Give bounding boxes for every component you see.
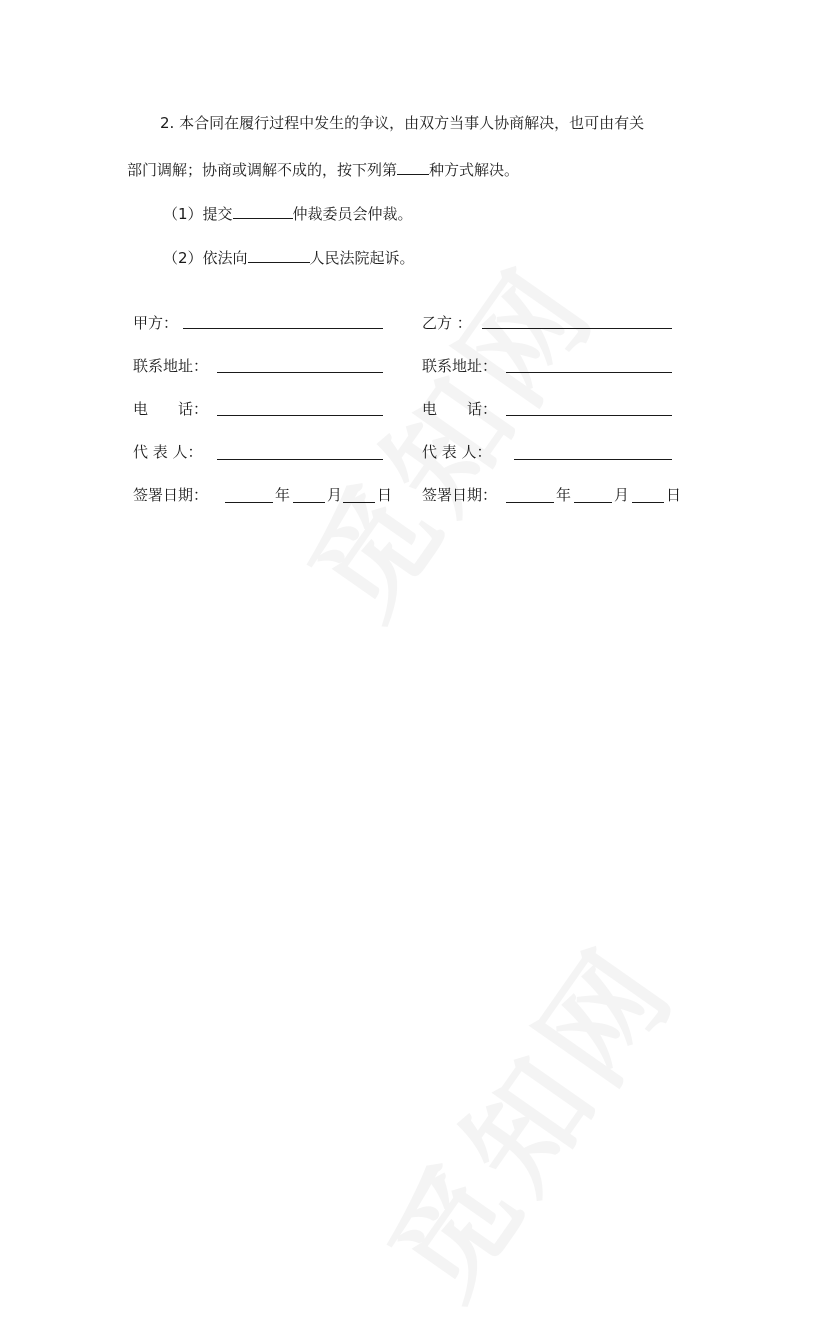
watermark-top bbox=[263, 227, 628, 645]
watermark-bottom bbox=[343, 907, 708, 1325]
court-blank[interactable] bbox=[248, 245, 310, 263]
party-a-phone-field[interactable] bbox=[217, 415, 383, 416]
party-b-rep-label: 代 表 人： bbox=[422, 443, 492, 461]
party-a-rep-label: 代 表 人： bbox=[133, 443, 203, 461]
clause-line-2 bbox=[127, 157, 519, 179]
party-a-name-label: 甲方： bbox=[133, 314, 179, 332]
party-b-phone-label: 电 话： bbox=[422, 400, 498, 418]
party-a-year-field[interactable] bbox=[225, 502, 273, 503]
party-b-day-field[interactable] bbox=[632, 502, 664, 503]
party-a-day-label: 日 bbox=[377, 486, 393, 504]
party-a-name-field[interactable] bbox=[183, 328, 383, 329]
clause-text-2-post: 种方式解决。 bbox=[429, 161, 520, 179]
party-b-address-field[interactable] bbox=[506, 372, 672, 373]
party-a-month-field[interactable] bbox=[293, 502, 325, 503]
party-a-address-label: 联系地址： bbox=[133, 357, 209, 375]
party-b-month-field[interactable] bbox=[574, 502, 612, 503]
clause-text-1: 2. 本合同在履行过程中发生的争议，由双方当事人协商解决，也可由有关 bbox=[160, 114, 645, 132]
party-b-name-field[interactable] bbox=[482, 328, 672, 329]
option-2-pre: （2）依法向 bbox=[163, 249, 248, 267]
option-2-line bbox=[163, 245, 415, 267]
party-a-address-field[interactable] bbox=[217, 372, 383, 373]
arbitration-committee-blank[interactable] bbox=[233, 201, 293, 219]
party-a-day-field[interactable] bbox=[343, 502, 375, 503]
party-b-month-label: 月 bbox=[614, 486, 630, 504]
party-b-date-label: 签署日期： bbox=[422, 486, 498, 504]
option-2-post: 人民法院起诉。 bbox=[309, 249, 415, 267]
method-choice-blank[interactable] bbox=[397, 157, 429, 175]
clause-text-2-pre: 部门调解；协商或调解不成的，按下列第 bbox=[127, 161, 398, 179]
party-a-month-label: 月 bbox=[327, 486, 343, 504]
option-1-pre: （1）提交 bbox=[163, 205, 233, 223]
option-1-post: 仲裁委员会仲裁。 bbox=[292, 205, 413, 223]
party-a-date-label: 签署日期： bbox=[133, 486, 209, 504]
option-1-line bbox=[163, 201, 413, 223]
party-a-rep-field[interactable] bbox=[217, 459, 383, 460]
party-b-day-label: 日 bbox=[666, 486, 682, 504]
party-a-phone-label: 电 话： bbox=[133, 400, 209, 418]
party-b-year-label: 年 bbox=[556, 486, 572, 504]
clause-line-1 bbox=[160, 112, 644, 134]
party-b-name-label: 乙方 ： bbox=[422, 314, 472, 332]
party-b-address-label: 联系地址： bbox=[422, 357, 498, 375]
party-b-phone-field[interactable] bbox=[506, 415, 672, 416]
party-a-year-label: 年 bbox=[275, 486, 291, 504]
party-b-rep-field[interactable] bbox=[514, 459, 672, 460]
party-b-year-field[interactable] bbox=[506, 502, 554, 503]
